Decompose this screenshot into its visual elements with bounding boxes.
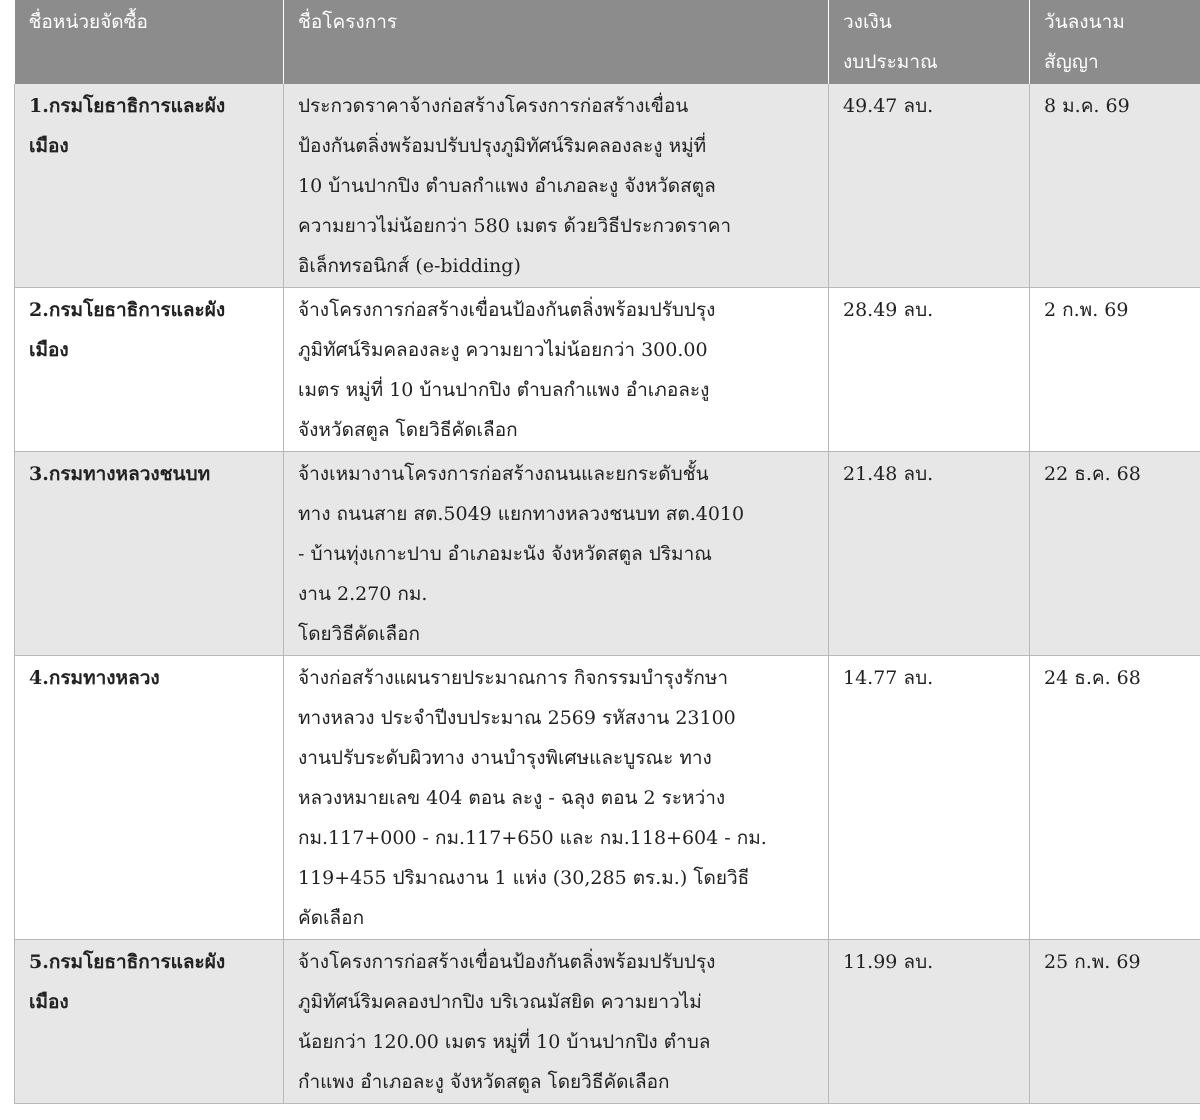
project-text-line: 10 บ้านปากปิง ตำบลกำแพง อำเภอละงู จังหวัดสตูล xyxy=(298,175,716,197)
project-text-line: กำแพง อำเภอละงู จังหวัดสตูล โดยวิธีคัดเลือก xyxy=(298,1071,670,1093)
cell-project xyxy=(284,656,829,940)
contract-date-value: 24 ธ.ค. 68 xyxy=(1044,667,1141,689)
project-text-line: จ้างเหมางานโครงการก่อสร้างถนนและยกระดับชั้น xyxy=(298,463,709,485)
budget-value: 21.48 ลบ. xyxy=(843,463,934,485)
project-text-line: ทางหลวง ประจำปีงบประมาณ 2569 รหัสงาน 23100 xyxy=(298,707,736,729)
project-text-line: 119+455 ปริมาณงาน 1 แห่ง (30,285 ตร.ม.) โดยวิธี xyxy=(298,867,750,889)
procurement-table xyxy=(14,0,1200,1104)
agency-text-line: เมือง xyxy=(29,339,69,361)
cell-contract-date xyxy=(1030,656,1200,940)
project-text-line: หลวงหมายเลข 404 ตอน ละงู - ฉลุง ตอน 2 ระหว่าง xyxy=(298,787,726,809)
project-text-line: งานปรับระดับผิวทาง งานบำรุงพิเศษและบูรณะ ทาง xyxy=(298,747,712,769)
project-text-line: อิเล็กทรอนิกส์ (e-bidding) xyxy=(298,255,521,277)
project-text-line: จ้างโครงการก่อสร้างเขื่อนป้องกันตลิ่งพร้อมปรับปรุง xyxy=(298,951,716,973)
cell-project xyxy=(284,940,829,1104)
cell-project xyxy=(284,84,829,288)
project-text-line: ป้องกันตลิ่งพร้อมปรับปรุงภูมิทัศน์ริมคลองละงู หมู่ที่ xyxy=(298,135,707,157)
cell-budget xyxy=(829,940,1030,1104)
project-text-line: โดยวิธีคัดเลือก xyxy=(298,623,421,645)
agency-text-line: 2.กรมโยธาธิการและผัง xyxy=(29,299,226,321)
project-text-line: จังหวัดสตูล โดยวิธีคัดเลือก xyxy=(298,419,518,441)
header-budget: วงเงิน งบประมาณ xyxy=(829,0,1030,84)
procurement-table-container xyxy=(14,0,1200,1104)
table-header-row xyxy=(15,0,1200,84)
cell-budget xyxy=(829,656,1030,940)
budget-value: 49.47 ลบ. xyxy=(843,95,934,117)
table-row xyxy=(15,84,1200,288)
table-row xyxy=(15,656,1200,940)
project-text-line: กม.117+000 - กม.117+650 และ กม.118+604 - กม. xyxy=(298,827,767,849)
header-contract-date: วันลงนาม สัญญา xyxy=(1030,0,1200,84)
cell-agency xyxy=(15,452,284,656)
project-text-line: น้อยกว่า 120.00 เมตร หมู่ที่ 10 บ้านปากปิง ตำบล xyxy=(298,1031,711,1053)
cell-agency xyxy=(15,940,284,1104)
header-agency: ชื่อหน่วยจัดซื้อ xyxy=(15,0,284,84)
cell-contract-date xyxy=(1030,288,1200,452)
cell-project xyxy=(284,288,829,452)
header-project: ชื่อโครงการ xyxy=(284,0,829,84)
project-text-line: จ้างโครงการก่อสร้างเขื่อนป้องกันตลิ่งพร้อมปรับปรุง xyxy=(298,299,716,321)
project-text-line: ความยาวไม่น้อยกว่า 580 เมตร ด้วยวิธีประกวดราคา xyxy=(298,215,732,237)
contract-date-value: 25 ก.พ. 69 xyxy=(1044,951,1141,973)
cell-budget xyxy=(829,84,1030,288)
table-row xyxy=(15,288,1200,452)
project-text-line: - บ้านทุ่งเกาะปาบ อำเภอมะนัง จังหวัดสตูล ปริมาณ xyxy=(298,543,712,565)
cell-budget xyxy=(829,288,1030,452)
cell-agency xyxy=(15,84,284,288)
project-text-line: ทาง ถนนสาย สต.5049 แยกทางหลวงชนบท สต.4010 xyxy=(298,503,745,525)
project-text-line: เมตร หมู่ที่ 10 บ้านปากปิง ตำบลกำแพง อำเภอละงู xyxy=(298,379,710,401)
contract-date-value: 22 ธ.ค. 68 xyxy=(1044,463,1141,485)
project-text-line: ภูมิทัศน์ริมคลองปากปิง บริเวณมัสยิด ความยาวไม่ xyxy=(298,991,702,1013)
cell-agency xyxy=(15,656,284,940)
cell-contract-date xyxy=(1030,940,1200,1104)
agency-text-line: 5.กรมโยธาธิการและผัง xyxy=(29,951,226,973)
contract-date-value: 8 ม.ค. 69 xyxy=(1044,95,1130,117)
project-text-line: จ้างก่อสร้างแผนรายประมาณการ กิจกรรมบำรุงรักษา xyxy=(298,667,729,689)
cell-contract-date xyxy=(1030,452,1200,656)
agency-text-line: 3.กรมทางหลวงชนบท xyxy=(29,463,211,485)
agency-text-line: เมือง xyxy=(29,991,69,1013)
project-text-line: คัดเลือก xyxy=(298,907,365,929)
agency-text-line: เมือง xyxy=(29,135,69,157)
budget-value: 11.99 ลบ. xyxy=(843,951,934,973)
contract-date-value: 2 ก.พ. 69 xyxy=(1044,299,1129,321)
cell-project xyxy=(284,452,829,656)
project-text-line: ภูมิทัศน์ริมคลองละงู ความยาวไม่น้อยกว่า 300.00 xyxy=(298,339,708,361)
cell-budget xyxy=(829,452,1030,656)
agency-text-line: 1.กรมโยธาธิการและผัง xyxy=(29,95,226,117)
agency-text-line: 4.กรมทางหลวง xyxy=(29,667,160,689)
project-text-line: งาน 2.270 กม. xyxy=(298,583,428,605)
budget-value: 28.49 ลบ. xyxy=(843,299,934,321)
table-row xyxy=(15,940,1200,1104)
project-text-line: ประกวดราคาจ้างก่อสร้างโครงการก่อสร้างเขื่อน xyxy=(298,95,689,117)
table-row xyxy=(15,452,1200,656)
cell-contract-date xyxy=(1030,84,1200,288)
budget-value: 14.77 ลบ. xyxy=(843,667,934,689)
cell-agency xyxy=(15,288,284,452)
